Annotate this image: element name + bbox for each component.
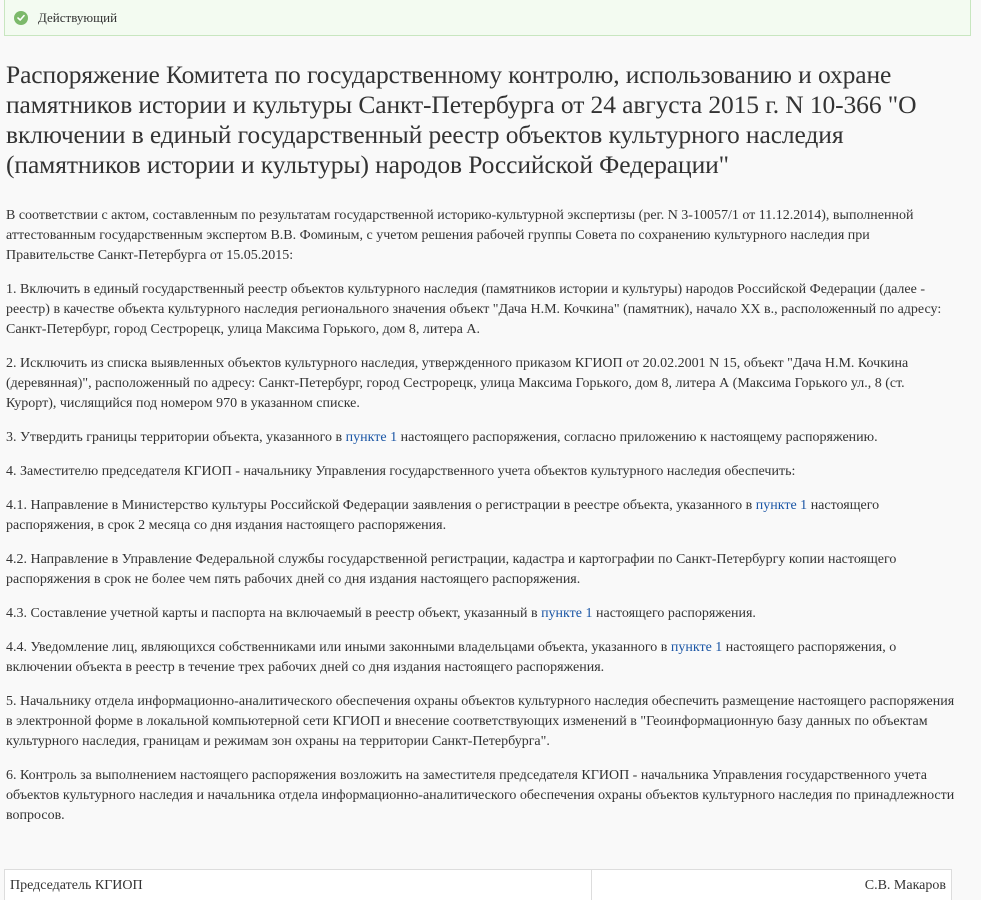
signature-table	[4, 869, 952, 900]
status-bar	[4, 0, 971, 36]
paragraph-4-3	[6, 604, 956, 624]
check-circle-icon	[14, 11, 28, 25]
document-title: Распоряжение Комитета по государственному контролю, использованию и охране памятников истории и культуры Санкт-Петербурга от 24 августа 2015 г. N 10-366 "О включении в единый государственный реестр объектов культурного наследия (памятников истории и культуры) народов Российской Федерации"	[6, 60, 917, 179]
paragraph-4-3-text-after: настоящего распоряжения.	[592, 606, 756, 621]
paragraph-6: 6. Контроль за выполнением настоящего распоряжения возложить на заместителя председателя КГИОП - начальника Управления государственного учета объектов культурного наследия и начальника отдела информационно-аналитического обеспечения охраны объектов культурного наследия по принадлежности вопросов.	[6, 768, 955, 823]
paragraph-intro: В соответствии с актом, составленным по результатам государственной историко-культурной экспертизы (рег. N 3-10057/1 от 11.12.2014), выполненной аттестованным государственным экспертом В.В. Фоминым, с учетом решения рабочей группы Совета по сохранению культурного наследия при Правительстве Санкт-Петербурга от 15.05.2015:	[6, 208, 914, 263]
paragraph-3	[6, 428, 956, 448]
paragraph-4-3-text-before: 4.3. Составление учетной карты и паспорта на включаемый в реестр объект, указанный в	[6, 606, 542, 621]
paragraph-3-text-after: настоящего распоряжения, согласно приложению к настоящему распоряжению.	[397, 430, 878, 445]
link-punkt-1[interactable]: пункте 1	[345, 430, 398, 445]
paragraph-4-1-text-after: настоящего распоряжения, в срок 2 месяца со дня издания настоящего распоряжения.	[6, 498, 880, 533]
paragraph-4-4-text-after: настоящего распоряжения, о включении объекта в реестр в течение трех рабочих дней со дня издания настоящего распоряжения.	[6, 640, 897, 675]
document-body	[6, 206, 956, 840]
paragraph-4: 4. Заместителю председателя КГИОП - начальнику Управления государственного учета объектов культурного наследия обеспечить:	[6, 464, 796, 479]
link-punkt-1[interactable]: пункте 1	[755, 498, 808, 513]
signature-position: Председатель КГИОП	[5, 870, 592, 900]
paragraph-3-text-before: 3. Утвердить границы территории объекта, указанного в	[6, 430, 346, 445]
paragraph-2: 2. Исключить из списка выявленных объектов культурного наследия, утвержденного приказом КГИОП от 20.02.2001 N 15, объект "Дача Н.М. Кочкина (деревянная)", расположенный по адресу: Санкт-Петербург, город Сестрорецк, улица Максима Горького, дом 8, литера А (Максима Горького ул., 8 (ст. Курорт), числящийся под номером 970 в указанном списке.	[6, 356, 909, 411]
paragraph-5: 5. Начальнику отдела информационно-аналитического обеспечения охраны объектов культурного наследия обеспечить размещение настоящего распоряжения в электронной форме в локальной компьютерной сети КГИОП и внесение соответствующих изменений в "Геоинформационную базу данных по объектам культурного наследия, границам и режимам зон охраны на территории Санкт-Петербурга".	[6, 694, 955, 749]
signature-row	[5, 870, 952, 900]
paragraph-4-1	[6, 496, 956, 536]
paragraph-4-4-text-before: 4.4. Уведомление лиц, являющихся собственниками или иными законными владельцами объекта, указанного в	[6, 640, 671, 655]
signature-name: С.В. Макаров	[592, 870, 952, 900]
paragraph-4-1-text-before: 4.1. Направление в Министерство культуры Российской Федерации заявления о регистрации в реестре объекта, указанного в	[6, 498, 756, 513]
status-label: Действующий	[38, 9, 118, 25]
link-punkt-1[interactable]: пункте 1	[670, 640, 723, 655]
paragraph-4-2: 4.2. Направление в Управление Федеральной службы государственной регистрации, кадастра и картографии по Санкт-Петербургу копии настоящего распоряжения в срок не более чем пять рабочих дней со дня издания настоящего распоряжения.	[6, 552, 897, 587]
link-punkt-1[interactable]: пункте 1	[541, 606, 593, 621]
paragraph-4-4	[6, 638, 956, 678]
paragraph-1: 1. Включить в единый государственный реестр объектов культурного наследия (памятников истории и культуры) народов Российской Федерации (далее - реестр) в качестве объекта культурного наследия регионального значения объект "Дача Н.М. Кочкина" (памятник), начало XX в., расположенный по адресу: Санкт-Петербург, город Сестрорецк, улица Максима Горького, дом 8, литера А.	[6, 282, 942, 337]
